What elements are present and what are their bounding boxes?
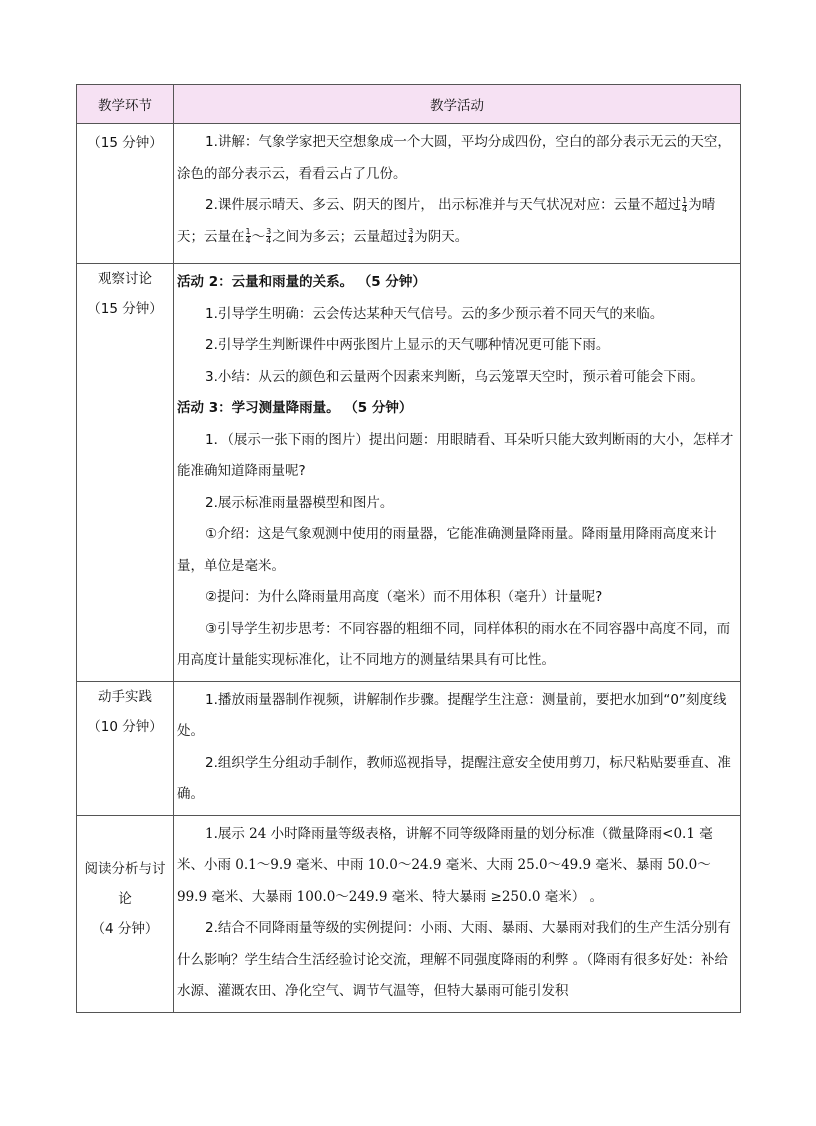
text-run: ～ <box>251 228 266 245</box>
segment-time: （15 分钟） <box>87 135 163 151</box>
fraction <box>682 197 687 214</box>
activity-paragraph: ③引导学生初步思考：不同容器的粗细不同，同样体积的雨水在不同容器中高度不同，而用高度计量能实现标准化，让不同地方的测量结果具有可比性。 <box>177 620 731 668</box>
activity-paragraph: 2.组织学生分组动手制作，教师巡视指导，提醒注意安全使用剪刀，标尺粘贴要垂直、准确。 <box>177 754 731 802</box>
fraction-numerator: 3 <box>408 227 414 236</box>
table-row <box>77 264 741 682</box>
fraction <box>246 228 251 245</box>
activity-cell <box>174 815 741 1012</box>
table-header-row <box>77 85 741 124</box>
activity-cell <box>174 124 741 264</box>
segment-cell <box>77 124 174 264</box>
activity-heading: 活动 3：学习测量降雨量。 （5 分钟） <box>177 400 413 416</box>
text-run: 之间为多云；云量超过 <box>272 228 408 245</box>
segment-cell <box>77 264 174 682</box>
fraction-denominator: 4 <box>408 236 414 245</box>
activity-paragraph: 2.引导学生判断课件中两张图片上显示的天气哪种情况更可能下雨。 <box>205 337 610 353</box>
fraction <box>408 228 413 245</box>
activity-paragraph: 1.展示 24 小时降雨量等级表格，讲解不同等级降雨量的划分标准（微量降雨<0.1 毫米、小雨 0.1～9.9 毫米、中雨 10.0～24.9 毫米、大雨 25.0～49.9 毫米、暴雨 50.0～99.9 毫米、大暴雨 100.0～249.9 毫米、特大暴雨 ≥250.0 毫米） 。 <box>177 825 713 905</box>
fraction-denominator: 4 <box>266 236 272 245</box>
table-row <box>77 124 741 264</box>
activity-paragraph: 1.引导学生明确：云会传达某种天气信号。云的多少预示着不同天气的来临。 <box>205 305 664 322</box>
activity-paragraph: ②提问：为什么降雨量用高度（毫米）而不用体积（毫升）计量呢? <box>205 589 603 605</box>
activity-cell <box>174 264 741 682</box>
activity-paragraph: ①介绍：这是气象观测中使用的雨量器，它能准确测量降雨量。降雨量用降雨高度来计量，单位是毫米。 <box>177 526 717 574</box>
fraction-numerator: 1 <box>682 195 688 205</box>
activity-paragraph: 1.播放雨量器制作视频，讲解制作步骤。提醒学生注意：测量前，要把水加到“0”刻度线处。 <box>177 691 727 739</box>
activity-cell <box>174 681 741 815</box>
activity-paragraph: 2.结合不同降雨量等级的实例提问：小雨、大雨、暴雨、大暴雨对我们的生产生活分别有什么影响？学生结合生活经验讨论交流，理解不同强度降雨的利弊 。（降雨有很多好处：补给水源、灌溉农田、净化空气、调节气温等，但特大暴雨可能引发积 <box>177 920 731 999</box>
activity-paragraph: 3.小结：从云的颜色和云量两个因素来判断，乌云笼罩天空时，预示着可能会下雨。 <box>205 368 704 385</box>
fraction-numerator: 3 <box>266 227 272 236</box>
activity-paragraph <box>177 190 738 253</box>
activity-heading: 活动 2：云量和雨量的关系。 （5 分钟） <box>177 274 426 290</box>
text-run: 为晴天；云量在 <box>177 197 716 245</box>
fraction-numerator: 1 <box>245 227 251 236</box>
segment-name: 观察讨论 <box>98 271 152 287</box>
segment-time: （15 分钟） <box>87 301 163 317</box>
activity-paragraph: 1．（展示一张下雨的图片）提出问题：用眼睛看、耳朵听只能大致判断雨的大小，怎样才能准确知道降雨量呢? <box>177 431 734 479</box>
text-run: 2.课件展示晴天、多云、阴天的图片， 出示标准并与天气状况对应：云量不超过 <box>205 197 682 213</box>
fraction-denominator: 4 <box>682 204 688 214</box>
fraction <box>266 228 271 245</box>
activity-paragraph: 2.展示标准雨量器模型和图片。 <box>205 494 394 511</box>
segment-time: （10 分钟） <box>87 718 163 735</box>
segment-time: （4 分钟） <box>91 920 159 937</box>
fraction-denominator: 4 <box>245 236 251 245</box>
header-activity: 教学活动 <box>174 85 741 124</box>
text-run: 为阴天。 <box>414 228 469 245</box>
segment-name: 阅读分析与讨论 <box>84 860 166 907</box>
table-row <box>77 815 741 1012</box>
activity-paragraph: 1.讲解：气象学家把天空想象成一个大圆，平均分成四份，空白的部分表示无云的天空，涂色的部分表示云，看看云占了几份。 <box>177 134 731 182</box>
lesson-plan-table <box>76 84 741 1013</box>
segment-name: 动手实践 <box>98 688 152 705</box>
header-segment: 教学环节 <box>77 85 174 124</box>
segment-cell <box>77 681 174 815</box>
segment-cell <box>77 815 174 1012</box>
table-row <box>77 681 741 815</box>
